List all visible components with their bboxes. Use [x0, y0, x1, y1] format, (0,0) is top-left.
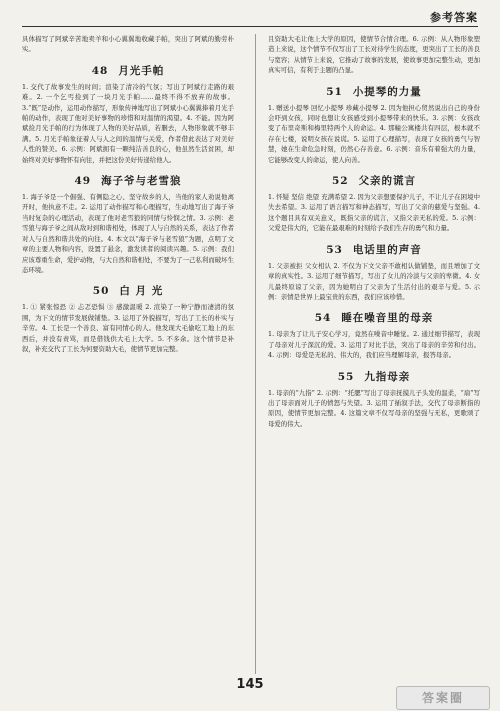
section-54-body: 1. 母亲为了让儿子安心学习，竟然在噪音中睡觉。2. 通过细节描写，表现了母亲对儿子深沉的爱。3. 运用了对比手法，突出了母亲的辛劳和付出。4. 示例：母爱是无私的、伟大的，我们应当理解母亲，报答母亲。: [268, 330, 480, 360]
header-rule: [22, 26, 478, 27]
page-number: 145: [236, 677, 264, 692]
section-heading: 月光手帕: [118, 64, 165, 77]
section-51-body: 1. 赠送小提琴 回忆小提琴 珍藏小提琴 2. 因为他担心贸然说出自己的身份会吓到女孩，同时也想让女孩感受到小提琴带来的快乐。3. 示例：女孩改变了布里奇斯和梅里特两个人的命运。4. 那幢公寓楼共有四层，根本就不存在七楼，说明女孩在说谎。5. 运用了心理描写，表现了女孩的勇气与智慧，她在生命危急时刻，仍然心存善意。6. 示例：音乐有着强大的力量，它能够改变人的命运，使人向善。: [268, 103, 480, 164]
section-heading: 九指母亲: [364, 370, 411, 383]
section-51-title: [268, 84, 480, 99]
section-53-body: 1. 父亲被拒 父女相认 2. 不仅为下文父亲不敢相认做铺垫，而且增加了文章的真实性。3. 运用了细节描写，写出了女儿的冷淡与父亲的卑微。4. 女儿最终原谅了父亲，因为她明白了父亲为了生活付出的艰辛与爱。5. 示例：亲情是世界上最宝贵的东西，我们应该珍惜。: [268, 261, 480, 301]
section-heading: 海子爷与老雪狼: [101, 175, 182, 188]
section-49-body: 1. 海子爷是一个倔强、有侧隐之心、坚守故乡的人，当他的家人劝说他离开时，他执意不走。2. 运用了动作描写和心理描写，生动地写出了海子爷当时复杂的心理活动，表现了他对老雪狼的同情与怜悯之情。3. 示例：老雪狼与海子爷之间从敌对到和谐相处，体现了人与自然的关系，表达了作者对人与自然和谐共处的向往。4. 本文以“海子爷与老雪狼”为题，点明了文章的主要人物和内容，设置了悬念，激发读者的阅读兴趣。5. 示例：我们应该尊重生命，爱护动物，与大自然和谐相处，不要为了一己私利而破坏生态环境。: [22, 193, 234, 274]
section-48-title: [22, 63, 234, 78]
right-intro: 且资助大毛让他上大学的原因，使情节合情合理。6. 示例：从人物形象塑造上来说，这个情节不仅写出了工长对待学生的态度，更突出了工长的善良与宽容；从情节上来说，它推动了故事的发展，使故事更加完整生动，更加真实可信，有利于主题的凸显。: [268, 35, 480, 75]
section-number: 48: [91, 64, 109, 77]
section-55-body: 1. 母亲的“九指” 2. 示例：“托腮”写出了母亲抚摸儿子头发的温柔，“扇”写出了母亲面对儿子的愤怒与失望。3. 运用了插叙手法，交代了母亲断指的原因，使情节更加完整。4. 这篇文章不仅写母亲的坚强与无私，更歌颂了母爱的伟大。: [268, 388, 480, 428]
section-number: 52: [331, 175, 349, 188]
section-52-title: [268, 173, 480, 188]
section-heading: 小提琴的力量: [352, 85, 422, 98]
page-header: [0, 0, 500, 30]
section-53-title: [268, 242, 480, 257]
section-heading: 白 月 光: [119, 285, 164, 298]
section-number: 51: [326, 85, 343, 98]
left-column: [22, 34, 234, 670]
section-52-body: 1. 怀疑 坚信 绝望 充满希望 2. 因为父亲想要保护儿子，不让儿子在困境中失去希望。3. 运用了语言描写和神态描写，写出了父亲的慈爱与坚强。4. 这个题目具有双关意义，既指父亲的谎言，又指父亲无私的爱。5. 示例：父爱是伟大的，它能在最艰难的时刻给予我们生存的勇气和力量。: [268, 193, 480, 233]
watermark-logo: [396, 686, 490, 710]
section-number: 53: [326, 243, 343, 256]
section-55-title: [268, 369, 480, 384]
section-number: 49: [74, 175, 92, 188]
logo-text: 答案圈: [421, 691, 464, 705]
section-heading: 父亲的谎言: [358, 175, 417, 188]
section-heading: 睡在噪音里的母亲: [341, 312, 434, 325]
section-48-body: 1. 交代了故事发生的时间；渲染了清冷的气氛；写出了阿斌行走路的艰难。2. 一个乞丐捡到了一块月光手帕……最终不得不放弃的故事。3.“既”是动作，运用动作描写，形象传神地写出了阿斌小心翼翼捧着月光手帕的动作，表现了他对美好事物的珍惜和对温情的渴望。4. 不能。因为阿斌捡月光手帕的行为体现了人物的美好品质，若删去，人物形象就不够丰满。5. 月光手帕象征着人与人之间的温情与关爱，作者借此表达了对美好人性的赞美。6. 示例：阿斌拥有一颗纯洁善良的心，他虽然生活贫困，却始终对美好事物怀有向往，并把这份美好传递给他人。: [22, 82, 234, 164]
section-50-body: 1. ① 紧张惊恐 ② 忐忑恐惧 ③ 感激温暖 2. 渲染了一种宁静而凄清的氛围，为下文的情节发展做铺垫。3. 运用了外貌描写，写出了工长的朴实与辛劳。4. 工长是一个善良、富有同情心的人。他发现大毛偷吃工地上的东西后，并没有责骂，而是借钱供大毛上大学。5. 不多余。这个情节是补叙，补充交代了工长为何要资助大毛，使情节更加完整。: [22, 303, 234, 353]
section-number: 50: [92, 285, 110, 298]
section-number: 55: [337, 370, 355, 383]
section-number: 54: [314, 312, 332, 325]
section-heading: 电话里的声音: [352, 243, 422, 256]
section-49-title: [22, 173, 234, 188]
section-50-title: [22, 283, 234, 298]
section-54-title: [268, 310, 480, 325]
header-title: 参考答案: [430, 11, 478, 24]
left-intro: 具体描写了阿斌辛苦地卖羊和小心翼翼地收藏手帕，突出了阿斌的勤劳朴实。: [22, 35, 234, 54]
column-divider: [255, 34, 256, 674]
right-column: [268, 34, 480, 670]
